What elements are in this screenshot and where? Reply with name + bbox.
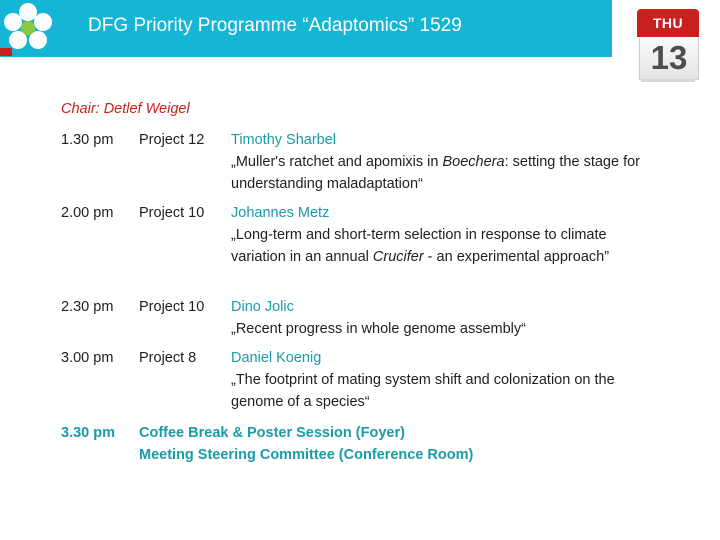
speaker-name: Dino Jolic (231, 299, 294, 315)
break-items (139, 422, 473, 466)
break-item-coffee: Coffee Break & Poster Session (Foyer) (139, 425, 405, 441)
calendar-page-edge (641, 79, 695, 82)
slot-time: 2.00 pm (61, 205, 114, 221)
slot-time: 3.00 pm (61, 350, 114, 366)
slot-detail (231, 347, 661, 413)
page-title: DFG Priority Programme “Adaptomics” 1529 (88, 15, 462, 36)
session-chair: Chair: Detlef Weigel (61, 101, 190, 117)
slot-detail (231, 296, 661, 340)
slot-time: 2.30 pm (61, 299, 114, 315)
calendar-day: THU (637, 9, 699, 37)
slot-detail (231, 202, 661, 268)
break-time: 3.30 pm (61, 425, 115, 441)
slot-project: Project 10 (139, 299, 205, 315)
talk-title: „Long-term and short-term selection in response to climate variation in an annual Crucifer - an experimental approach” (231, 227, 610, 265)
slot-project: Project 10 (139, 205, 205, 221)
talk-title: „Muller's ratchet and apomixis in Boechera: setting the stage for understanding maladaptation“ (231, 154, 640, 192)
break-item-committee: Meeting Steering Committee (Conference Room) (139, 447, 474, 463)
slot-project: Project 8 (139, 350, 197, 366)
talk-title: „Recent progress in whole genome assembly“ (231, 321, 526, 337)
speaker-name: Daniel Koenig (231, 350, 322, 366)
flower-logo-icon (0, 0, 56, 56)
calendar-date: 13 (639, 37, 699, 80)
speaker-name: Johannes Metz (231, 205, 330, 221)
calendar-icon (637, 9, 699, 83)
speaker-name: Timothy Sharbel (231, 132, 337, 148)
talk-title: „The footprint of mating system shift and colonization on the genome of a species“ (231, 372, 615, 410)
slot-detail (231, 129, 661, 195)
slot-project: Project 12 (139, 132, 205, 148)
slot-time: 1.30 pm (61, 132, 114, 148)
header-bar (0, 0, 612, 57)
